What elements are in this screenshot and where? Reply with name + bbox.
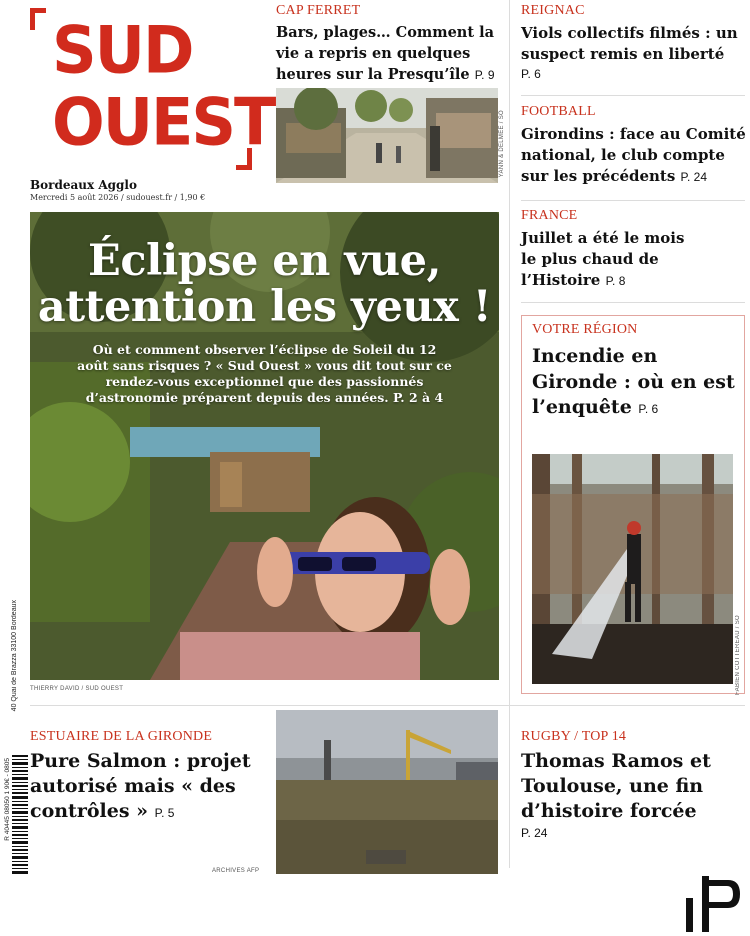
right-story-2-kicker: FOOTBALL (521, 104, 596, 119)
barcode (12, 755, 28, 875)
main-story[interactable] (30, 212, 499, 680)
cap-ferret-photo (276, 88, 498, 183)
main-lead: Où et comment observer l’éclipse de Soleil du 12 août sans risques ? « Sud Ouest » vous dit tout sur ce rendez-vous exceptionnel que des passionnés d’astronomie préparent depuis des années. P. 2 à 4 (77, 342, 452, 405)
main-photo-credit: THIERRY DAVID / SUD OUEST (30, 686, 124, 692)
region-box[interactable] (521, 315, 745, 694)
logo-text-line1: SUD (52, 11, 193, 89)
region-headline[interactable]: Incendie en Gironde : où en est l’enquête P. 6 (532, 345, 735, 418)
right-story-1[interactable] (521, 3, 747, 81)
logo-corner-bottom-right (236, 148, 252, 170)
right-story-2-headline[interactable]: Girondins : face au Comité national, le club compte sur les précédents P. 24 (521, 125, 746, 185)
logo-text-line2: OUEST (52, 83, 275, 161)
bottom-left-story[interactable] (30, 729, 266, 826)
rule (30, 705, 745, 706)
bottom-left-kicker: ESTUAIRE DE LA GIRONDE (30, 729, 213, 744)
region-kicker: VOTRE RÉGION (532, 322, 638, 337)
bottom-right-headline[interactable]: Thomas Ramos et Toulouse, une fin d’histoire forcée (521, 750, 711, 822)
rule (521, 95, 745, 96)
bottom-right-kicker: RUGBY / TOP 14 (521, 729, 627, 744)
corner-logo-mark (682, 876, 744, 932)
right-story-3-headline[interactable]: Juillet a été le mois le plus chaud de l’Histoire P. 8 (521, 229, 685, 289)
top-story-kicker: CAP FERRET (276, 3, 361, 18)
fire-photo (532, 454, 733, 684)
dateline: Mercredi 5 août 2026 / sudouest.fr / 1,90 € (30, 193, 206, 202)
right-story-1-page: P. 6 (521, 67, 541, 81)
sud-ouest-logo[interactable] (30, 8, 275, 170)
right-story-3[interactable] (521, 208, 747, 292)
column-divider (509, 0, 510, 868)
right-story-1-headline[interactable]: Viols collectifs filmés : un suspect remis en liberté (521, 24, 738, 63)
right-story-1-kicker: REIGNAC (521, 3, 585, 18)
bottom-right-story[interactable] (521, 729, 745, 840)
right-story-2[interactable] (521, 104, 747, 188)
rule (521, 200, 745, 201)
bottom-right-page: P. 24 (521, 826, 548, 840)
region-photo-credit: FABIEN COTTEREAU / SO (735, 615, 741, 695)
address: 40 Quai de Brazza 33100 Bordeaux (11, 600, 18, 712)
top-story-photo-credit: YANN & DELMÉE / SO (499, 110, 505, 178)
rule (521, 302, 745, 303)
estuary-photo (276, 710, 498, 874)
right-story-3-kicker: FRANCE (521, 208, 578, 223)
logo-corner-top-left (30, 8, 46, 30)
bottom-left-headline[interactable]: Pure Salmon : projet autorisé mais « des contrôles » P. 5 (30, 750, 251, 822)
estuary-photo-credit: ARCHIVES AFP (212, 868, 260, 874)
edition-name: Bordeaux Agglo (30, 178, 137, 192)
top-story[interactable] (276, 3, 498, 86)
main-headline[interactable]: Éclipse en vue, attention les yeux ! (37, 236, 492, 332)
top-story-headline[interactable]: Bars, plages… Comment la vie a repris en quelques heures sur la Presqu’île P. 9 (276, 24, 495, 83)
barcode-number: R 40445 08050 1 90€ - 0805 (4, 758, 11, 841)
